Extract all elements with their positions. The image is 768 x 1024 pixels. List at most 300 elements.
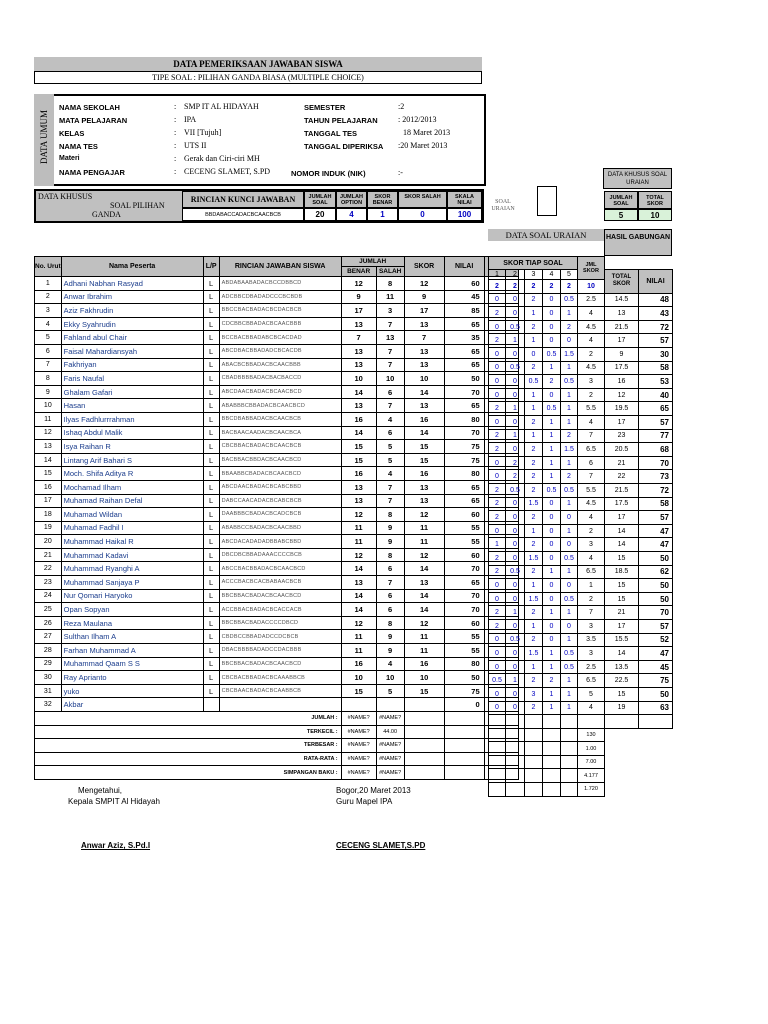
essay-score: 0.5: [489, 674, 506, 688]
essay-score: 1: [525, 660, 543, 674]
grade: 65: [444, 344, 484, 358]
essay-score: 0: [506, 701, 525, 715]
essay-score: 0: [489, 375, 506, 389]
essay-row: [489, 701, 673, 715]
correct-count: 15: [341, 684, 376, 698]
correct-count: 14: [341, 589, 376, 603]
essay-sum: 2: [578, 524, 605, 538]
essay-score: 0: [506, 293, 525, 307]
essay-summary-row: [489, 783, 673, 797]
final-grade: 43: [639, 307, 673, 321]
essay-score: 1: [543, 660, 561, 674]
student-gender: L: [203, 412, 219, 426]
grade: 60: [444, 548, 484, 562]
table-row: [35, 616, 519, 630]
essay-score: 1: [525, 307, 543, 321]
student-no: 21: [35, 548, 62, 562]
wrong-count: 8: [376, 277, 404, 291]
student-gender: L: [203, 344, 219, 358]
final-grade: 47: [639, 647, 673, 661]
essay-sum: 3.5: [578, 633, 605, 647]
essay-score: 0.5: [561, 660, 578, 674]
wrong-count: 6: [376, 589, 404, 603]
summary-empty: [444, 766, 484, 780]
essay-score: 3: [525, 687, 543, 701]
essay-sum-header: JML SKOR: [578, 257, 605, 280]
student-no: 15: [35, 467, 62, 481]
correct-count: 10: [341, 671, 376, 685]
essay-score: 0: [506, 619, 525, 633]
essay-row: [489, 402, 673, 416]
summary-value-b: 44.00: [376, 725, 404, 739]
grade: 65: [444, 358, 484, 372]
summary-label: TERBESAR :: [35, 739, 342, 753]
essay-score: 0.5: [543, 348, 561, 362]
total-score: 14: [605, 647, 639, 661]
essay-row: [489, 538, 673, 552]
essay-score: 1: [506, 606, 525, 620]
score: 16: [404, 657, 444, 671]
essay-score: 0: [489, 320, 506, 334]
wrong-count: 7: [376, 399, 404, 413]
essay-score: 0.5: [543, 484, 561, 498]
essay-max-score: 2: [543, 280, 561, 294]
score: 13: [404, 317, 444, 331]
essay-summary-empty: [489, 742, 506, 756]
wrong-count: 7: [376, 494, 404, 508]
essay-row: [489, 293, 673, 307]
essay-sum: 5.5: [578, 484, 605, 498]
student-name: Anwar Ibrahim: [61, 290, 203, 304]
student-answers: CBCBACBBADACBCAAABBCB: [219, 671, 341, 685]
essay-score: 1: [561, 565, 578, 579]
essay-summary-empty: [543, 769, 561, 783]
total-score-header: TOTAL SKOR: [605, 270, 639, 294]
final-grade: 70: [639, 456, 673, 470]
student-gender: L: [203, 671, 219, 685]
total-score: 14: [605, 524, 639, 538]
col-lp: L/P: [203, 257, 219, 277]
correct-count: 16: [341, 657, 376, 671]
general-data-side-label: DATA UMUM: [34, 94, 54, 186]
table-row: [35, 521, 519, 535]
essay-score: 2: [506, 456, 525, 470]
essay-summary-empty: [543, 742, 561, 756]
student-no: 9: [35, 385, 62, 399]
summary-row: [35, 752, 519, 766]
table-row: [35, 304, 519, 318]
student-answers: CBADBBBBADACBACBACCD: [219, 372, 341, 386]
essay-score: 1: [525, 334, 543, 348]
essay-score: 0: [489, 701, 506, 715]
correct-count: 11: [341, 521, 376, 535]
correct-count: 15: [341, 440, 376, 454]
summary-empty: [444, 712, 484, 726]
wrong-count: 7: [376, 344, 404, 358]
acknowledged-label: Mengetahui,: [78, 786, 123, 795]
essay-score: 0: [506, 579, 525, 593]
essay-score: 2: [543, 674, 561, 688]
student-no: 27: [35, 630, 62, 644]
general-field-value: : 2012/2013: [398, 115, 437, 124]
student-gender: L: [203, 548, 219, 562]
student-no: 6: [35, 344, 62, 358]
student-gender: L: [203, 277, 219, 291]
essay-score: [489, 715, 506, 729]
grade: 75: [444, 453, 484, 467]
student-gender: L: [203, 467, 219, 481]
student-no: 31: [35, 684, 62, 698]
table-row: [35, 494, 519, 508]
student-answers: BBCCBACBADACBCDACBCB: [219, 304, 341, 318]
total-score: 17: [605, 416, 639, 430]
essay-score: 2: [525, 565, 543, 579]
essay-score: 0: [543, 551, 561, 565]
essay-summary-value: 4.177: [578, 769, 605, 783]
essay-score: 2: [489, 551, 506, 565]
student-gender: L: [203, 317, 219, 331]
essay-score: 1: [543, 687, 561, 701]
col-no: No. Urut: [35, 257, 62, 277]
summary-label: RATA-RATA :: [35, 752, 342, 766]
summary-empty: [404, 766, 444, 780]
grade: 70: [444, 385, 484, 399]
grade: 50: [444, 671, 484, 685]
student-name: Sulthan Ilham A: [61, 630, 203, 644]
essay-summary-value: 1.00: [578, 742, 605, 756]
summary-value-a: #NAME?: [341, 766, 376, 780]
essay-summary-row: [489, 728, 673, 742]
essay-summary-empty: [489, 755, 506, 769]
student-name: Nur Qomari Haryoko: [61, 589, 203, 603]
general-field-value: 18 Maret 2013: [403, 128, 451, 137]
grade: 55: [444, 521, 484, 535]
essay-summary-empty: [489, 769, 506, 783]
essay-sum: 2.5: [578, 660, 605, 674]
summary-rows: [35, 712, 519, 780]
essay-score: 0: [543, 293, 561, 307]
grade: 60: [444, 616, 484, 630]
total-score: 12: [605, 388, 639, 402]
correct-count: 9: [341, 290, 376, 304]
essay-score: 1: [525, 524, 543, 538]
essay-score: 1.5: [525, 647, 543, 661]
essay-label: SOAL URAIAN: [491, 199, 515, 212]
essay-score: 0: [506, 443, 525, 457]
essay-score: 0.5: [561, 375, 578, 389]
grade: 35: [444, 331, 484, 345]
total-score: 15: [605, 592, 639, 606]
essay-score: 0.5: [506, 565, 525, 579]
table-row: [35, 467, 519, 481]
col-benar: BENAR: [341, 267, 376, 277]
score: 13: [404, 358, 444, 372]
student-gender: L: [203, 426, 219, 440]
summary-value-a: #NAME?: [341, 739, 376, 753]
student-gender: L: [203, 494, 219, 508]
score-per-question-header: SKOR TIAP SOAL: [489, 257, 578, 270]
student-answers: DBACBBBBADADCCDACBBB: [219, 644, 341, 658]
grade: 75: [444, 440, 484, 454]
essay-score: 0: [489, 687, 506, 701]
table-row: [35, 290, 519, 304]
student-answers: BACBAACAADACBCAACBCA: [219, 426, 341, 440]
total-score: 17.5: [605, 497, 639, 511]
total-score: 17: [605, 334, 639, 348]
essay-row: [489, 619, 673, 633]
essay-score: 0: [543, 538, 561, 552]
student-name: Fahland abul Chair: [61, 331, 203, 345]
student-no: 26: [35, 616, 62, 630]
essay-score: 1: [543, 429, 561, 443]
essay-question-number: 1: [489, 270, 506, 280]
score: [404, 698, 444, 712]
student-gender: L: [203, 521, 219, 535]
correct-count: 17: [341, 304, 376, 318]
wrong-count: 5: [376, 453, 404, 467]
essay-row: [489, 511, 673, 525]
student-no: 3: [35, 304, 62, 318]
essay-score: 1.5: [525, 551, 543, 565]
final-grade: 72: [639, 484, 673, 498]
essay-summary-empty: [525, 728, 543, 742]
student-no: 30: [35, 671, 62, 685]
student-gender: L: [203, 616, 219, 630]
score: 7: [404, 331, 444, 345]
essay-score: 2: [525, 456, 543, 470]
essay-score: 0.5: [506, 484, 525, 498]
student-no: 2: [35, 290, 62, 304]
essay-summary-empty: [506, 783, 525, 797]
student-no: 7: [35, 358, 62, 372]
score: 11: [404, 630, 444, 644]
essay-summary-empty: [561, 742, 578, 756]
essay-score: 0: [506, 592, 525, 606]
score: 17: [404, 304, 444, 318]
essay-summary-empty: [506, 755, 525, 769]
final-grade: 40: [639, 388, 673, 402]
correct-count: 11: [341, 535, 376, 549]
essay-row: [489, 497, 673, 511]
final-grade: 73: [639, 470, 673, 484]
correct-count: 10: [341, 372, 376, 386]
table-row: [35, 671, 519, 685]
correct-count: 12: [341, 508, 376, 522]
essay-total-value: 10: [638, 209, 672, 221]
final-grade: 62: [639, 565, 673, 579]
summary-value-b: #NAME?: [376, 739, 404, 753]
essay-score: 2: [525, 674, 543, 688]
final-grade: 47: [639, 524, 673, 538]
table-row: [35, 331, 519, 345]
correct-count: 13: [341, 576, 376, 590]
essay-score: 2: [489, 443, 506, 457]
essay-score-table: [488, 256, 673, 797]
essay-summary-row: [489, 755, 673, 769]
grade: 0: [444, 698, 484, 712]
student-name: Fakhriyan: [61, 358, 203, 372]
essay-summary-empty: [506, 769, 525, 783]
general-field-value: SMP IT AL HIDAYAH: [184, 102, 259, 111]
student-no: 5: [35, 331, 62, 345]
essay-sum: 7: [578, 606, 605, 620]
general-field-label: MATA PELAJARAN: [59, 116, 128, 125]
student-no: 24: [35, 589, 62, 603]
summary-value-b: #NAME?: [376, 752, 404, 766]
essay-score: 2: [561, 320, 578, 334]
student-name: Muhammad Ryanghi A: [61, 562, 203, 576]
general-field-colon: :: [174, 167, 177, 176]
final-grade: 57: [639, 334, 673, 348]
skala-nilai-header: SKALA NILAI: [447, 191, 482, 208]
essay-score: 0: [489, 361, 506, 375]
total-score: 13.5: [605, 660, 639, 674]
jumlah-soal-header: JUMLAH SOAL: [304, 191, 336, 208]
essay-score: 1.5: [525, 497, 543, 511]
summary-label: TERKECIL :: [35, 725, 342, 739]
student-name: Muhammad Haikal R: [61, 535, 203, 549]
essay-score: 1: [543, 701, 561, 715]
teacher-title: Guru Mapel IPA: [336, 797, 393, 806]
correct-count: 16: [341, 412, 376, 426]
student-answers: ABCDBACBBADADCBCACDB: [219, 344, 341, 358]
score: 14: [404, 589, 444, 603]
essay-row: [489, 660, 673, 674]
combined-spacer: [605, 257, 673, 270]
table-row: [35, 385, 519, 399]
essay-score: 1.5: [561, 443, 578, 457]
final-grade: 50: [639, 579, 673, 593]
essay-count-value: 5: [604, 209, 638, 221]
essay-score: 0: [506, 348, 525, 362]
essay-score: 0: [489, 660, 506, 674]
wrong-count: 8: [376, 548, 404, 562]
essay-score: 0.5: [561, 551, 578, 565]
essay-row: [489, 592, 673, 606]
essay-summary-value: 7.00: [578, 755, 605, 769]
essay-score: 0: [543, 320, 561, 334]
final-grade: 30: [639, 348, 673, 362]
final-grade: 48: [639, 293, 673, 307]
essay-row: [489, 470, 673, 484]
essay-row: [489, 348, 673, 362]
wrong-count: 9: [376, 521, 404, 535]
final-grade: 70: [639, 606, 673, 620]
general-field-label: NAMA SEKOLAH: [59, 103, 120, 112]
general-field-colon: :: [174, 154, 177, 163]
student-answers: ABABBCCBADACBCAACBBD: [219, 521, 341, 535]
student-no: 1: [35, 277, 62, 291]
correct-count: 14: [341, 562, 376, 576]
score: 10: [404, 372, 444, 386]
essay-score: 0: [489, 416, 506, 430]
essay-rows: [489, 293, 673, 728]
student-no: 4: [35, 317, 62, 331]
essay-score: 2: [489, 402, 506, 416]
essay-summary-empty: [489, 783, 506, 797]
final-grade: 50: [639, 687, 673, 701]
grade: 45: [444, 290, 484, 304]
student-answers: BCCBACBBADABCBCACDAD: [219, 331, 341, 345]
student-answers: DAABBBCBADACBCADCBCB: [219, 508, 341, 522]
col-skor: SKOR: [404, 257, 444, 277]
wrong-count: 6: [376, 603, 404, 617]
student-gender: L: [203, 440, 219, 454]
student-no: 22: [35, 562, 62, 576]
essay-sum: 4: [578, 701, 605, 715]
final-grade: 53: [639, 375, 673, 389]
essay-score: 2: [525, 606, 543, 620]
total-score: 20.5: [605, 443, 639, 457]
essay-score: 2: [489, 565, 506, 579]
essay-question-number: 2: [506, 270, 525, 280]
essay-score: 1: [561, 633, 578, 647]
summary-empty: [404, 712, 444, 726]
answer-key-label: RINCIAN KUNCI JAWABAN: [182, 191, 304, 208]
wrong-count: 5: [376, 684, 404, 698]
essay-row: [489, 443, 673, 457]
final-grade: [639, 715, 673, 729]
table-row: [35, 508, 519, 522]
wrong-count: [376, 698, 404, 712]
student-gender: L: [203, 480, 219, 494]
essay-score: 0: [489, 293, 506, 307]
student-gender: L: [203, 630, 219, 644]
student-answers: ABABBBCBBADACBCAACBCD: [219, 399, 341, 413]
student-answers: BBCBBACBADACBCAACBCD: [219, 657, 341, 671]
essay-sum: 1: [578, 579, 605, 593]
student-answers: ABACBCBBADACBCAACBBB: [219, 358, 341, 372]
student-gender: L: [203, 304, 219, 318]
score: 12: [404, 508, 444, 522]
student-name: Adhani Nabhan Rasyad: [61, 277, 203, 291]
student-answers: CDCBBCBBADACBCAACBBB: [219, 317, 341, 331]
final-grade: 77: [639, 429, 673, 443]
student-answers: BBCBBACBADACBCAACBCD: [219, 589, 341, 603]
wrong-count: 7: [376, 576, 404, 590]
score: 9: [404, 290, 444, 304]
essay-score: 1: [525, 402, 543, 416]
summary-label: JUMLAH :: [35, 712, 342, 726]
essay-score: 0: [525, 348, 543, 362]
summary-value-b: #NAME?: [376, 712, 404, 726]
essay-max-score: 2: [525, 280, 543, 294]
student-no: 10: [35, 399, 62, 413]
table-row: [35, 344, 519, 358]
essay-sum: 4.5: [578, 497, 605, 511]
essay-score: 1: [489, 538, 506, 552]
essay-score: 1: [561, 497, 578, 511]
essay-summary-spacer: [605, 728, 673, 742]
essay-sum: 3: [578, 647, 605, 661]
skor-benar-value: 1: [367, 208, 398, 221]
essay-row: [489, 361, 673, 375]
essay-score: 0.5: [525, 375, 543, 389]
essay-row: [489, 456, 673, 470]
essay-score: 1: [543, 565, 561, 579]
general-field-value: UTS II: [184, 141, 207, 150]
col-salah: SALAH: [376, 267, 404, 277]
essay-summary-row: [489, 769, 673, 783]
essay-row: [489, 388, 673, 402]
essay-score: [506, 715, 525, 729]
correct-count: 13: [341, 494, 376, 508]
col-nilai: NILAI: [444, 257, 484, 277]
essay-sum: 4: [578, 551, 605, 565]
essay-score: 1: [543, 443, 561, 457]
essay-score: 2: [561, 429, 578, 443]
score: 12: [404, 548, 444, 562]
